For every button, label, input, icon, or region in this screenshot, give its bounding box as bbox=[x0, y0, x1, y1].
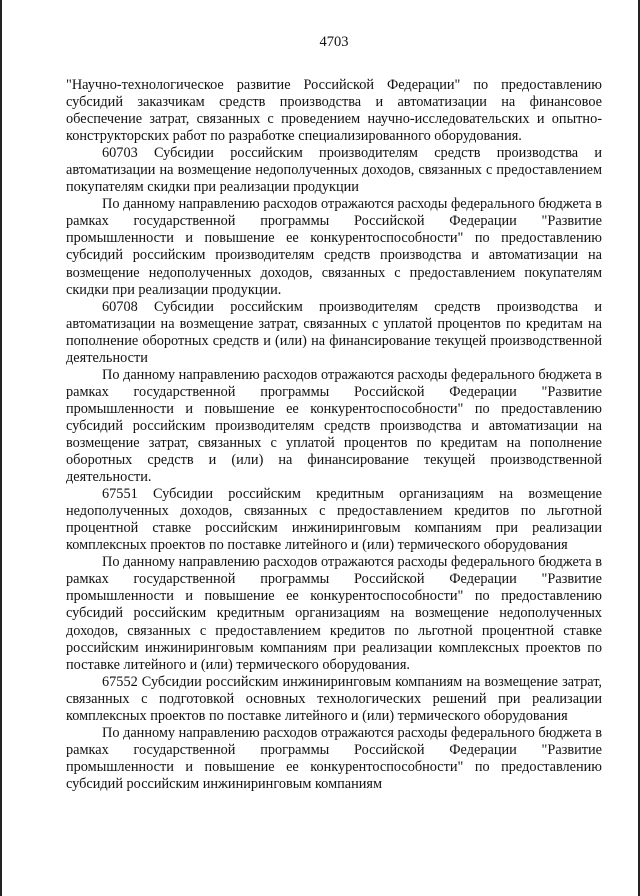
paragraph-body-60703: По данному направлению расходов отражаются расходы федерального бюджета в рамках государственной программы Российской Федерации "Развитие промышленности и повышение ее конкурентоспособности" по предоставлению субсидий российским производителям средств производства и автоматизации на возмещение недополученных доходов, связанных с предоставлением покупателям скидки при реализации продукции. bbox=[66, 196, 602, 298]
scan-edge-left bbox=[0, 0, 2, 896]
paragraph-body-60708: По данному направлению расходов отражаются расходы федерального бюджета в рамках государственной программы Российской Федерации "Развитие промышленности и повышение ее конкурентоспособности" по предоставлению субсидий российским производителям средств производства и автоматизации на возмещение затрат, связанных с уплатой процентов по кредитам на пополнение оборотных средств и (или) на финансирование текущей производственной деятельности. bbox=[66, 366, 602, 486]
paragraph-continuation: "Научно-технологическое развитие Российской Федерации" по предоставлению субсидий заказчикам средств производства и автоматизации на финансовое обеспечение затрат, связанных с проведением научно-исследовательских и опытно-конструкторских работ по разработке специализированного оборудования. bbox=[66, 77, 602, 145]
paragraph-heading-67552: 67552 Субсидии российским инжиниринговым компаниям на возмещение затрат, связанных с подготовкой основных технологических решений при реализации комплексных проектов по поставке литейного и (или) термического оборудования bbox=[66, 673, 602, 724]
paragraph-heading-67551: 67551 Субсидии российским кредитным организациям на возмещение недополученных доходов, связанных с предоставлением кредитов по льготной процентной ставке российским инжиниринговым компаниям при реализации комплексных проектов по поставке литейного и (или) термического оборудования bbox=[66, 486, 602, 554]
paragraph-heading-60708: 60708 Субсидии российским производителям средств производства и автоматизации на возмещение затрат, связанных с уплатой процентов по кредитам на пополнение оборотных средств и (или) на финансирование текущей производственной деятельности bbox=[66, 298, 602, 366]
paragraph-body-67551: По данному направлению расходов отражаются расходы федерального бюджета в рамках государственной программы Российской Федерации "Развитие промышленности и повышение ее конкурентоспособности" по предоставлению субсидий российским кредитным организациям на возмещение недополученных доходов, связанных с предоставлением кредитов по льготной процентной ставке российским инжиниринговым компаниям при реализации комплексных проектов по поставке литейного и (или) термического оборудования. bbox=[66, 554, 602, 673]
document-page bbox=[66, 34, 602, 793]
paragraph-body-67552: По данному направлению расходов отражаются расходы федерального бюджета в рамках государственной программы Российской Федерации "Развитие промышленности и повышение ее конкурентоспособности" по предоставлению субсидий российским инжиниринговым компаниям bbox=[66, 724, 602, 792]
page-number: 4703 bbox=[319, 34, 349, 50]
paragraph-heading-60703: 60703 Субсидии российским производителям средств производства и автоматизации на возмещение недополученных доходов, связанных с предоставлением покупателям скидки при реализации продукции bbox=[66, 145, 602, 196]
